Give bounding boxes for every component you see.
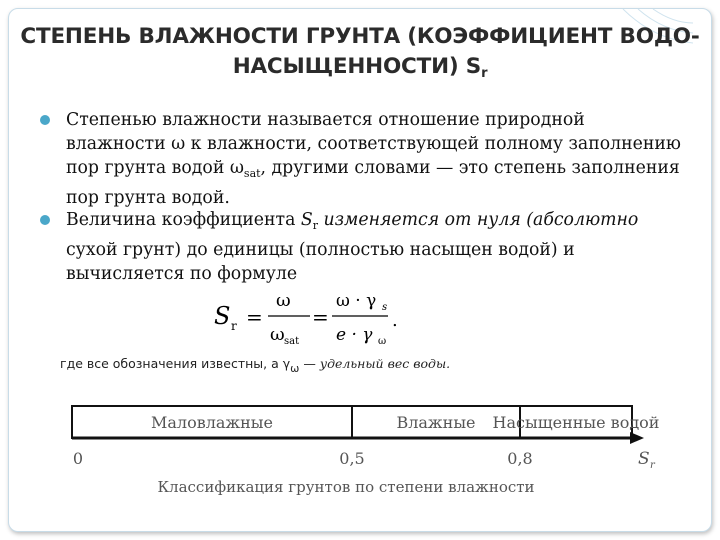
formula-eq: =	[246, 305, 263, 329]
scale-caption: Классификация грунтов по степени влажности	[157, 478, 535, 496]
tick-label-0-8: 0,8	[507, 449, 533, 468]
formula-den2-sub: ω	[378, 336, 387, 347]
segment-label-saturated: Насыщенные водой	[492, 413, 660, 432]
classification-scale	[64, 396, 664, 506]
bullet-range	[42, 208, 682, 286]
tick-label-0-5: 0,5	[339, 449, 365, 468]
note-text: где все обозначения известны, а γω — удельный вес воды.	[60, 356, 451, 375]
formula-eq-2: =	[312, 305, 329, 329]
formula-lhs: S	[214, 302, 231, 330]
title-line-1: СТЕПЕНЬ ВЛАЖНОСТИ ГРУНТА (КОЭФФИЦИЕНТ ВОДО-	[20, 24, 700, 49]
formula-num2-sub: s	[382, 302, 388, 313]
axis-symbol-sub: r	[650, 460, 655, 471]
formula-num1: ω	[276, 290, 291, 311]
bullet-dot-icon	[40, 215, 50, 225]
formula-den1: ω	[270, 324, 285, 345]
bullet-text: Величина коэффициента $S_r$ изменяется от нуля (абсолютно сухой грунт) до единицы (полностью насыщен водой) и вычисляется по формуле	[66, 210, 639, 284]
formula-end: .	[392, 310, 398, 331]
title-subscript: r	[481, 66, 488, 81]
bullet-text: Степенью влажности называется отношение природной влажности ω к влажности, соответствующей полному заполнению пор грунта водой $\omega_{sat}$, другими словами — это степень заполнения пор грунта водой.	[66, 110, 681, 208]
segment-label-moist: Влажные	[396, 413, 476, 432]
slide-title	[20, 22, 700, 89]
bullet-definition	[42, 108, 682, 210]
formula-den2: e · γ	[336, 325, 373, 345]
formula-lhs-sub: r	[231, 319, 237, 333]
formula-den1-sub: sat	[284, 336, 300, 347]
bullet-dot-icon	[40, 115, 50, 125]
tick-label-0: 0	[72, 449, 84, 468]
formula-num2: ω · γ	[336, 291, 377, 311]
formula	[212, 282, 402, 352]
axis-arrow-icon	[630, 432, 644, 444]
title-line-2: НАСЫЩЕННОСТИ) $S_r$	[232, 54, 488, 81]
segment-label-dry: Маловлажные	[150, 413, 274, 432]
axis-symbol: S	[638, 449, 650, 469]
